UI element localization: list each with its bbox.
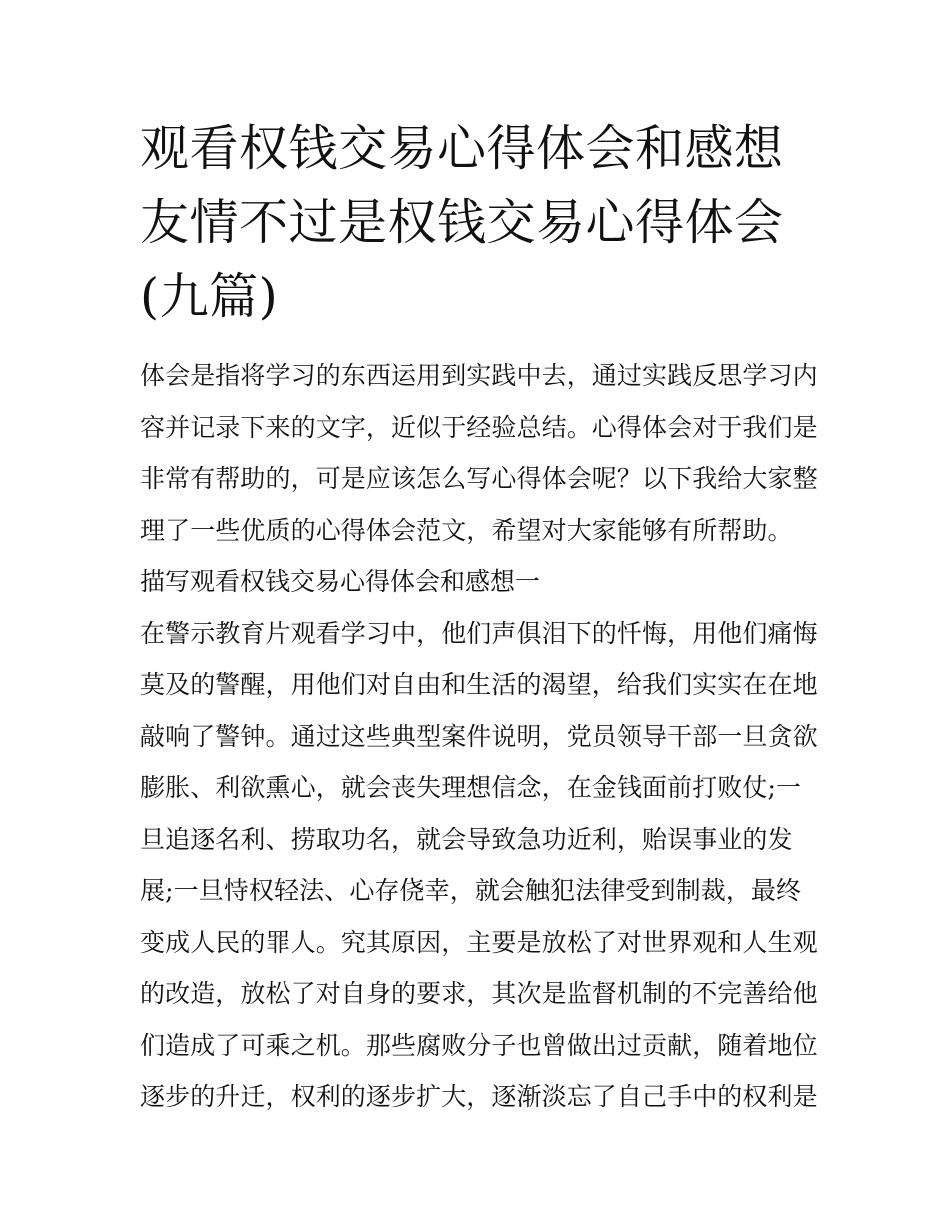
intro-line: 容并记录下来的文字，近似于经验总结。心得体会对于我们是: [140, 412, 818, 442]
section-heading: 描写观看权钱交易心得体会和感想一: [140, 567, 541, 596]
intro-line: 体会是指将学习的东西运用到实践中去，通过实践反思学习内: [140, 361, 818, 390]
document-title: [140, 112, 815, 334]
section-line: 旦追逐名利、捞取功名，就会导致急功近利，贻误事业的发: [140, 824, 793, 854]
section-line: 们造成了可乘之机。那些腐败分子也曾做出过贡献，随着地位: [140, 1030, 818, 1060]
section-line: 敲响了警钟。通过这些典型案件说明，党员领导干部一旦贪欲: [140, 721, 818, 751]
intro-paragraph: [140, 350, 818, 556]
intro-line: 理了一些优质的心得体会范文，希望对大家能够有所帮助。: [140, 515, 793, 545]
section-line: 展;一旦恃权轻法、心存侥幸，就会触犯法律受到制裁，最终: [140, 876, 802, 905]
title-line-3: (九篇): [140, 268, 279, 325]
document-page: [140, 112, 818, 1123]
intro-line: 非常有帮助的，可是应该怎么写心得体会呢？以下我给大家整: [140, 464, 818, 493]
section-line: 在警示教育片观看学习中，他们声俱泪下的忏悔，用他们痛悔: [140, 618, 818, 648]
title-line-1: 观看权钱交易心得体会和感想: [140, 120, 784, 177]
section-line: 变成人民的罪人。究其原因，主要是放松了对世界观和人生观: [140, 927, 818, 957]
section-line: 逐步的升迁，权利的逐步扩大，逐渐淡忘了自己手中的权利是: [140, 1082, 818, 1111]
title-line-2: 友情不过是权钱交易心得体会: [140, 194, 784, 251]
section-line: 膨胀、利欲熏心，就会丧失理想信念，在金钱面前打败仗;一: [140, 773, 802, 802]
section-paragraph: [140, 608, 818, 1123]
section-line: 莫及的警醒，用他们对自由和生活的渴望，给我们实实在在地: [140, 670, 818, 699]
section-line: 的改造，放松了对自身的要求，其次是监督机制的不完善给他: [140, 979, 818, 1008]
